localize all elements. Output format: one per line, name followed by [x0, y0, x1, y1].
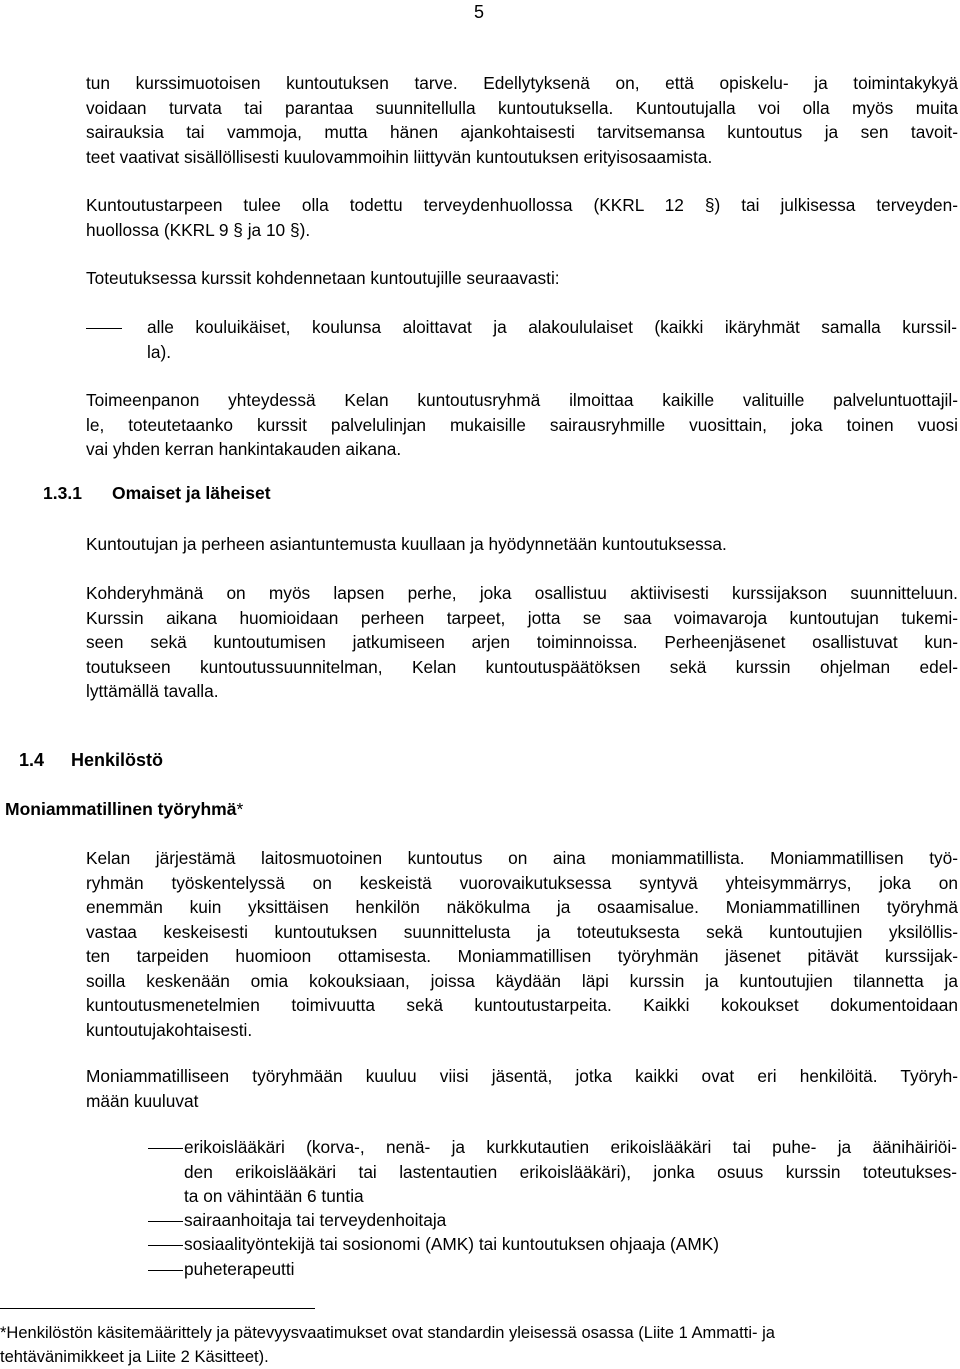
paragraph-line: kuntoutusmenetelmien toimivuutta sekä kuntoutustarpeita. Kaikki kokoukset dokumentoidaan [86, 995, 958, 1015]
paragraph-family [86, 581, 958, 704]
paragraph-line: Kuntoutujan ja perheen asiantuntemusta kuullaan ja hyödynnetään kuntoutuksessa. [86, 534, 727, 554]
paragraph-line: le, toteutetaanko kurssit palvelulinjan mukaisille sairausryhmille vuosittain, joka toinen vuosi [86, 414, 958, 435]
paragraph-line: mään kuuluvat [86, 1090, 199, 1111]
page-number: 5 [474, 2, 485, 22]
subheading-team-title: Moniammatillinen työryhmä [5, 799, 237, 819]
list-item-line: erikoislääkäri (korva-, nenä- ja kurkkutautien erikoislääkäri tai puhe- ja äänihäiriöi- [184, 1137, 957, 1157]
footnote-line: tehtävänimikkeet ja Liite 2 Käsitteet). [0, 1348, 269, 1366]
section-heading-omaiset: Omaiset ja läheiset [112, 483, 271, 503]
list-item-line: sosiaalityöntekijä tai sosionomi (AMK) tai kuntoutuksen ohjaaja (AMK) [184, 1234, 720, 1254]
paragraph-line: seen sekä kuntoutumisen jatkumiseen arjen toiminnoissa. Perheenjäsenet osallistuvat kun- [86, 632, 958, 652]
paragraph-line: Kohderyhmänä on myös lapsen perhe, joka osallistuu aktiivisesti kurssijakson suunnitteluun. [86, 583, 958, 603]
paragraph-line: Toimeenpanon yhteydessä Kelan kuntoutusryhmä ilmoittaa kaikille valituille palveluntuottajil- [86, 390, 958, 410]
paragraph-rehab-need [86, 193, 958, 242]
paragraph-line: Kurssin aikana huomioidaan perheen tarpeet, jotta se saa voimavaroja kuntoutujan tukemi- [86, 607, 958, 628]
paragraph-line: kuntoutujakohtaisesti. [86, 1019, 253, 1040]
section-heading-henkilosto: Henkilöstö [71, 750, 164, 770]
list-item-line: puheterapeutti [184, 1259, 295, 1279]
paragraph-line: Kelan järjestämä laitosmuotoinen kuntoutus on aina moniammatillista. Moniammatillisen työ- [86, 848, 958, 868]
section-number-1-4: 1.4 [19, 750, 45, 770]
paragraph-expertise [86, 532, 958, 557]
subheading-team [5, 799, 243, 820]
list-item-line: alle kouluikäiset, koulunsa aloittavat ja alakoululaiset (kaikki ikäryhmät samalla kurssil- [147, 317, 957, 337]
paragraph-line: Toteutuksessa kurssit kohdennetaan kuntoutujille seuraavasti: [86, 268, 560, 288]
paragraph-targeting [86, 266, 958, 291]
footnote-marker: * [236, 799, 244, 819]
paragraph-line: lyttämällä tavalla. [86, 681, 219, 701]
paragraph-line: Kuntoutustarpeen tulee olla todettu terveydenhuollossa (KKRL 12 §) tai julkisessa terveyden- [86, 195, 958, 215]
list-bullet-dash [86, 328, 122, 329]
paragraph-line: ten tarpeiden huomioon ottamisesta. Moniammatillisen työryhmän jäsenet pitävät kurssijak- [86, 946, 958, 966]
paragraph-line: enemmän kuin yksittäisen henkilön näkökulma ja osaamisalue. Moniammatillinen työryhmä [86, 897, 958, 917]
list-item [184, 1135, 957, 1209]
list-item-line: sairaanhoitaja tai terveydenhoitaja [184, 1210, 447, 1230]
list-bullet-dash [148, 1221, 183, 1222]
list-item-line: den erikoislääkäri tai lastentautien erikoislääkäri), jonka osuus kurssin toteutukses- [184, 1161, 957, 1182]
footnote-divider [0, 1308, 315, 1309]
paragraph-team-members [86, 1064, 958, 1113]
paragraph-line: tun kurssimuotoisen kuntoutuksen tarve. Edellytyksenä on, että opiskelu- ja toimintakykyä [86, 73, 958, 93]
section-number-1-3-1: 1.3.1 [43, 483, 82, 503]
list-item [184, 1257, 957, 1282]
paragraph-line: voidaan turvata tai parantaa suunnitellulla kuntoutuksella. Kuntoutujalla voi olla myös muita [86, 97, 958, 118]
paragraph-line: ryhmän työskentelyssä on keskeistä vuorovaikutuksessa syntyvä yhteisymmärrys, joka on [86, 872, 958, 893]
paragraph-line: sairauksia tai vammoja, mutta hänen ajankohtaisesti tarvitsemansa kuntoutus ja sen tavoit- [86, 122, 958, 142]
list-item [147, 315, 957, 364]
list-bullet-dash [148, 1245, 183, 1246]
list-item-line: ta on vähintään 6 tuntia [184, 1186, 364, 1206]
paragraph-line: huollossa (KKRL 9 § ja 10 §). [86, 219, 311, 240]
paragraph-intro [86, 71, 958, 169]
paragraph-line: Moniammatilliseen työryhmään kuuluu viisi jäsentä, jotka kaikki ovat eri henkilöitä. Työryh- [86, 1066, 958, 1086]
list-bullet-dash [148, 1148, 183, 1149]
paragraph-line: soilla keskenään omia kokouksiaan, joissa käydään läpi kurssin ja kuntoutujien tilannetta ja [86, 970, 958, 991]
list-item [184, 1208, 957, 1233]
paragraph-implementation [86, 388, 958, 462]
footnote-line: *Henkilöstön käsitemäärittely ja pätevyysvaatimukset ovat standardin yleisessä osassa (Liite 1 Ammatti- ja [0, 1324, 775, 1342]
footnote [0, 1321, 940, 1369]
list-item [184, 1232, 957, 1257]
paragraph-line: vai yhden kerran hankintakauden aikana. [86, 439, 402, 459]
paragraph-line: vastaa keskeisesti kuntoutuksen suunnittelusta ja toteutuksesta sekä kuntoutujien yksilöllis- [86, 921, 958, 942]
list-item-line: la). [147, 341, 172, 362]
paragraph-multiprofessional [86, 846, 958, 1042]
list-bullet-dash [148, 1270, 183, 1271]
paragraph-line: teet vaativat sisällöllisesti kuulovammoihin liittyvän kuntoutuksen erityisosaamista. [86, 146, 713, 167]
paragraph-line: toutukseen kuntoutussuunnitelman, Kelan kuntoutuspäätöksen sekä kurssin ohjelman edel- [86, 656, 958, 677]
